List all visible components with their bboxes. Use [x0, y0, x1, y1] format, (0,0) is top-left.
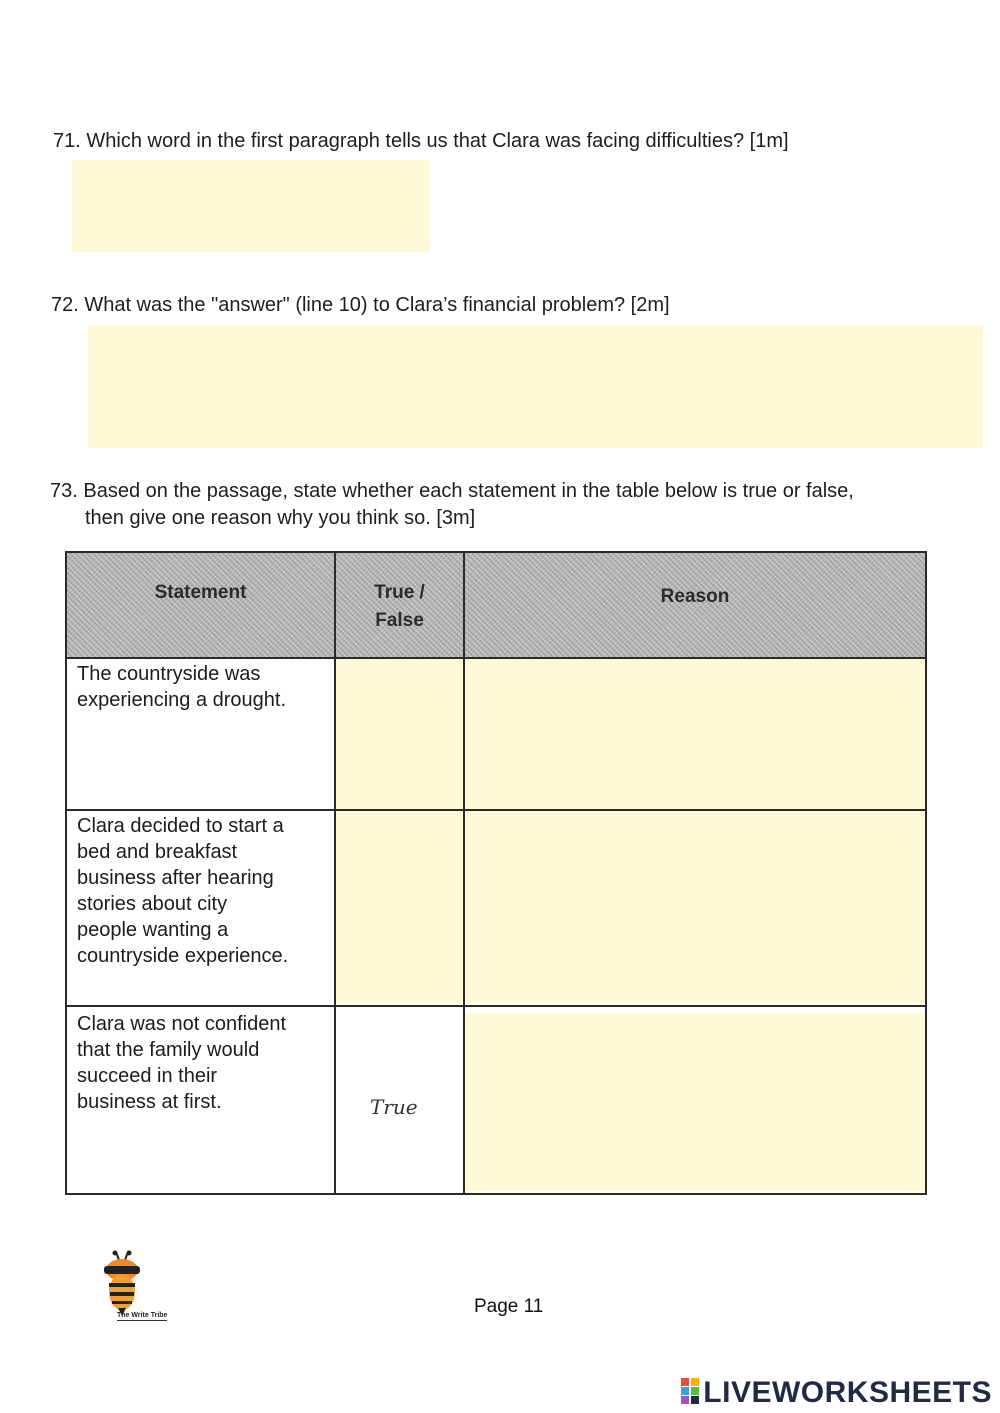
page-number: Page 11	[474, 1296, 544, 1317]
question-72	[51, 292, 670, 318]
question-72-number: 72.	[51, 294, 79, 316]
row1-statement-line: The countryside was	[77, 663, 261, 685]
bee-logo-icon	[100, 1250, 144, 1316]
row3-statement-line: succeed in their	[77, 1065, 218, 1087]
row2-statement-line: stories about city	[77, 893, 228, 915]
row3-reason-input[interactable]	[465, 1013, 925, 1191]
row3-statement-line: that the family would	[77, 1039, 260, 1061]
logo-caption: The Write Tribe	[117, 1312, 168, 1319]
row2-statement	[77, 813, 288, 969]
header-true-false-line1: True /	[374, 582, 425, 603]
row3-true-false-answer[interactable]: True	[370, 1095, 418, 1119]
row3-statement	[77, 1011, 286, 1115]
row3-statement-line: Clara was not confident	[77, 1013, 287, 1035]
row3-statement-line: business at first.	[77, 1091, 222, 1113]
question-73	[50, 478, 854, 504]
row2-statement-line: bed and breakfast	[77, 841, 238, 863]
header-statement: Statement	[154, 582, 247, 603]
row2-reason-input[interactable]	[465, 811, 925, 1003]
true-false-table	[65, 551, 927, 1195]
row1-true-false-input[interactable]	[336, 659, 463, 809]
row2-statement-line: Clara decided to start a	[77, 815, 284, 837]
row1-reason-input[interactable]	[465, 659, 925, 809]
header-true-false-line2: False	[375, 610, 424, 631]
question-71	[53, 128, 789, 154]
answer-72-input[interactable]	[88, 325, 983, 448]
question-73-line1: Based on the passage, state whether each statement in the table below is true or false,	[83, 480, 854, 502]
row2-statement-line: people wanting a	[77, 919, 229, 941]
answer-71-input[interactable]	[72, 160, 430, 252]
row-divider	[67, 1005, 925, 1007]
header-reason: Reason	[660, 586, 730, 607]
row1-statement-line: experiencing a drought.	[77, 689, 287, 711]
row1-statement	[77, 661, 286, 713]
liveworksheets-brand[interactable]	[681, 1376, 992, 1410]
question-71-number: 71.	[53, 130, 81, 152]
question-72-text: What was the "answer" (line 10) to Clara’s financial problem? [2m]	[84, 294, 670, 316]
question-73-line2: then give one reason why you think so. [3m]	[85, 507, 476, 529]
question-73-number: 73.	[50, 480, 78, 502]
row2-true-false-input[interactable]	[336, 811, 463, 1003]
row2-statement-line: countryside experience.	[77, 945, 289, 967]
brand-text: LIVEWORKSHEETS	[703, 1376, 992, 1409]
liveworksheets-logo-icon	[681, 1378, 699, 1404]
question-71-text: Which word in the first paragraph tells us that Clara was facing difficulties? [1m]	[86, 130, 789, 152]
row2-statement-line: business after hearing	[77, 867, 274, 889]
